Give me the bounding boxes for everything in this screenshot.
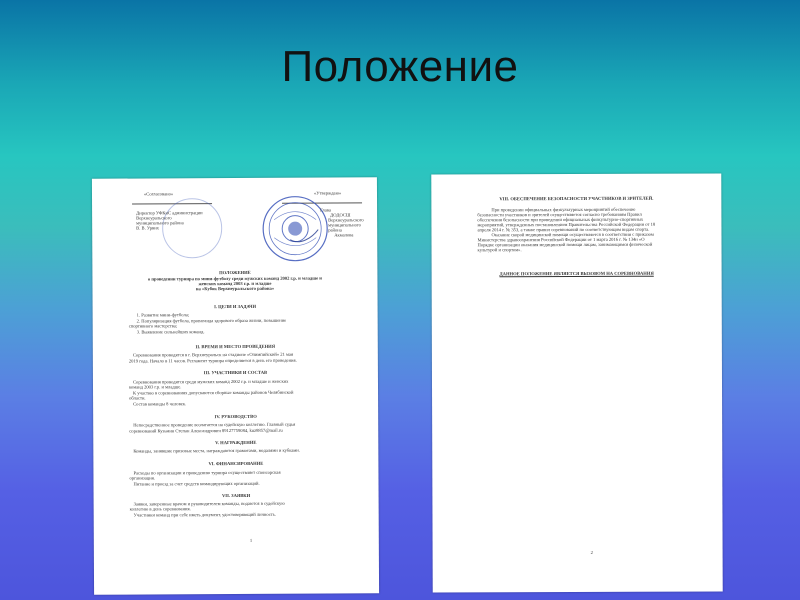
- section-3-text-3: К участию в соревнованиях допускаются сборные команды районов Челябинской: [133, 389, 294, 396]
- section-4-text-1: Непосредственное проведение возлагается на судейскую коллегию. Главный судья: [133, 421, 296, 428]
- section-6-title: VI. ФИНАНСИРОВАНИЕ: [208, 460, 264, 467]
- section-8-text-6: Оказание скорой медицинской помощи осуществляется в соответствии с приказом: [491, 231, 654, 238]
- left-sign-line-3: муниципального района: [136, 220, 184, 226]
- right-sign-line-6: Акмалова: [334, 232, 354, 238]
- section-5-title: V. НАГРАЖДЕНИЕ: [215, 439, 257, 446]
- document-page-2: [431, 173, 722, 592]
- section-8-text-2: безопасности участников и зрителей осуществляется согласно требованиям Правил: [477, 211, 642, 218]
- section-5-text: Команды, занявшие призовые места, награждаются грамотами, медалями и кубками.: [133, 447, 300, 454]
- section-6-text-2: организация.: [129, 475, 155, 481]
- approve-left-label: «Согласовано»: [143, 191, 174, 197]
- section-1-item-2: 2. Популяризация футбола, пропаганда здорового образа жизни, повышение: [136, 317, 287, 324]
- section-8-text-3: обеспечения безопасности при проведении официальных физкультурно-спортивных: [477, 216, 644, 223]
- section-3-text-1: Соревнования проводятся среди мужских команд 2002 г.р. и младше и женских: [132, 378, 289, 385]
- section-1-item-1: 1. Развитие мини-футбола;: [136, 312, 190, 318]
- approve-right-label: «Утверждаю»: [313, 190, 342, 196]
- right-sign-line-3: Верхнеуральского: [328, 217, 364, 223]
- section-3-text-5: Состав команды 8 человек.: [133, 401, 187, 407]
- section-8-text-4: мероприятий, утвержденных постановлением Правительства Российской Федерации от 18: [477, 221, 656, 228]
- doc-heading: ПОЛОЖЕНИЕ: [219, 269, 251, 276]
- section-1-item-2-cont: спортивного мастерства;: [128, 323, 178, 329]
- section-1-item-3: 3. Выявление сильнейших команд.: [136, 329, 205, 335]
- section-8-title: VIII. ОБЕСПЕЧЕНИЕ БЕЗОПАСНОСТИ УЧАСТНИКОВ И ЗРИТЕЛЕЙ.: [499, 195, 654, 202]
- stamp-left-faint: [162, 198, 222, 258]
- section-1-title: I. ЦЕЛИ И ЗАДАЧИ: [214, 303, 257, 310]
- section-6-text-1: Расходы по организации и проведению турнира осуществляет спонсорская: [133, 469, 281, 476]
- left-sign-line-1: Директор УФКиС администрации: [136, 210, 203, 216]
- section-8-text-7: Министерства здравоохранения Российской Федерации от 1 марта 2016 г. № 134н «О: [477, 236, 645, 243]
- section-2-text-2: 2019 года. Начало в 11 часов. Регламент турнира определяется в день его проведения.: [128, 357, 297, 364]
- document-page-1: [92, 177, 379, 594]
- section-4-title: IV. РУКОВОДСТВО: [214, 413, 257, 420]
- section-8-text-5: апреля 2014 г. № 353, а также правил соревнований по соответствующим видам спорта.: [477, 226, 650, 233]
- doc-subheading-3: на «Кубок Верхнеуральского района»: [195, 285, 275, 292]
- stamp-right: [260, 194, 330, 264]
- section-7-text-2: коллегию в день соревнования.: [129, 506, 191, 512]
- section-7-title: VII. ЗАЯВКИ: [221, 492, 251, 499]
- section-4-text-2: соревнований Кузьмин Степан Александрович 89127759084, kuz8857@mail.ru: [129, 427, 283, 434]
- section-2-text-1: Соревнования проводятся в г. Верхнеуральск на стадионе «Олимпийский» 21 мая: [132, 351, 294, 358]
- slide-title: Положение: [281, 42, 519, 91]
- section-3-text-2: команд 2003 г.р. и младше.: [128, 384, 182, 390]
- invitation-statement: ДАННОЕ ПОЛОЖЕНИЕ ЯВЛЯЕТСЯ ВЫЗОВОМ НА СОРЕВНОВАНИЯ: [499, 270, 654, 277]
- page-1-number: 1: [249, 537, 253, 543]
- section-6-text-3: Питание и проезд за счет средств командирующих организаций.: [133, 480, 260, 487]
- right-sign-line-4: муниципального: [328, 222, 361, 228]
- section-3-title: III. УЧАСТНИКИ И СОСТАВ: [203, 369, 268, 376]
- left-sign-line-4: В. В. Урвих: [136, 225, 159, 231]
- section-3-text-4: области.: [129, 395, 146, 401]
- section-8-text-9: культурой и спортом».: [477, 247, 522, 253]
- section-7-text-1: Заявки, заверенные врачом и руководителем команды, подаются в судейскую: [133, 500, 285, 507]
- page-2-number: 2: [590, 549, 593, 555]
- left-sign-line-2: Верхнеуральского: [136, 215, 172, 221]
- right-sign-line-2: ДОДОСШ: [330, 212, 351, 218]
- section-8-text-8: Порядке организации оказания медицинской помощи лицам, занимающимся физической: [477, 241, 653, 248]
- section-2-title: II. ВРЕМЯ И МЕСТО ПРОВЕДЕНИЯ: [195, 343, 276, 350]
- right-sign-line-5: района: [328, 227, 342, 233]
- doc-subheading-2: женских команд 2003 г.р. и младше: [198, 280, 272, 287]
- right-sign-line-1: Глава: [320, 207, 331, 213]
- section-7-text-3: Участники команд при себе иметь документ, удостоверяющий личность.: [133, 511, 277, 518]
- doc-subheading-1: о проведении турнира по мини-футболу среди мужских команд 2002 г.р. и младше и: [147, 275, 322, 282]
- section-8-text-1: При проведении официальных физкультурных мероприятий обеспечение: [491, 206, 636, 213]
